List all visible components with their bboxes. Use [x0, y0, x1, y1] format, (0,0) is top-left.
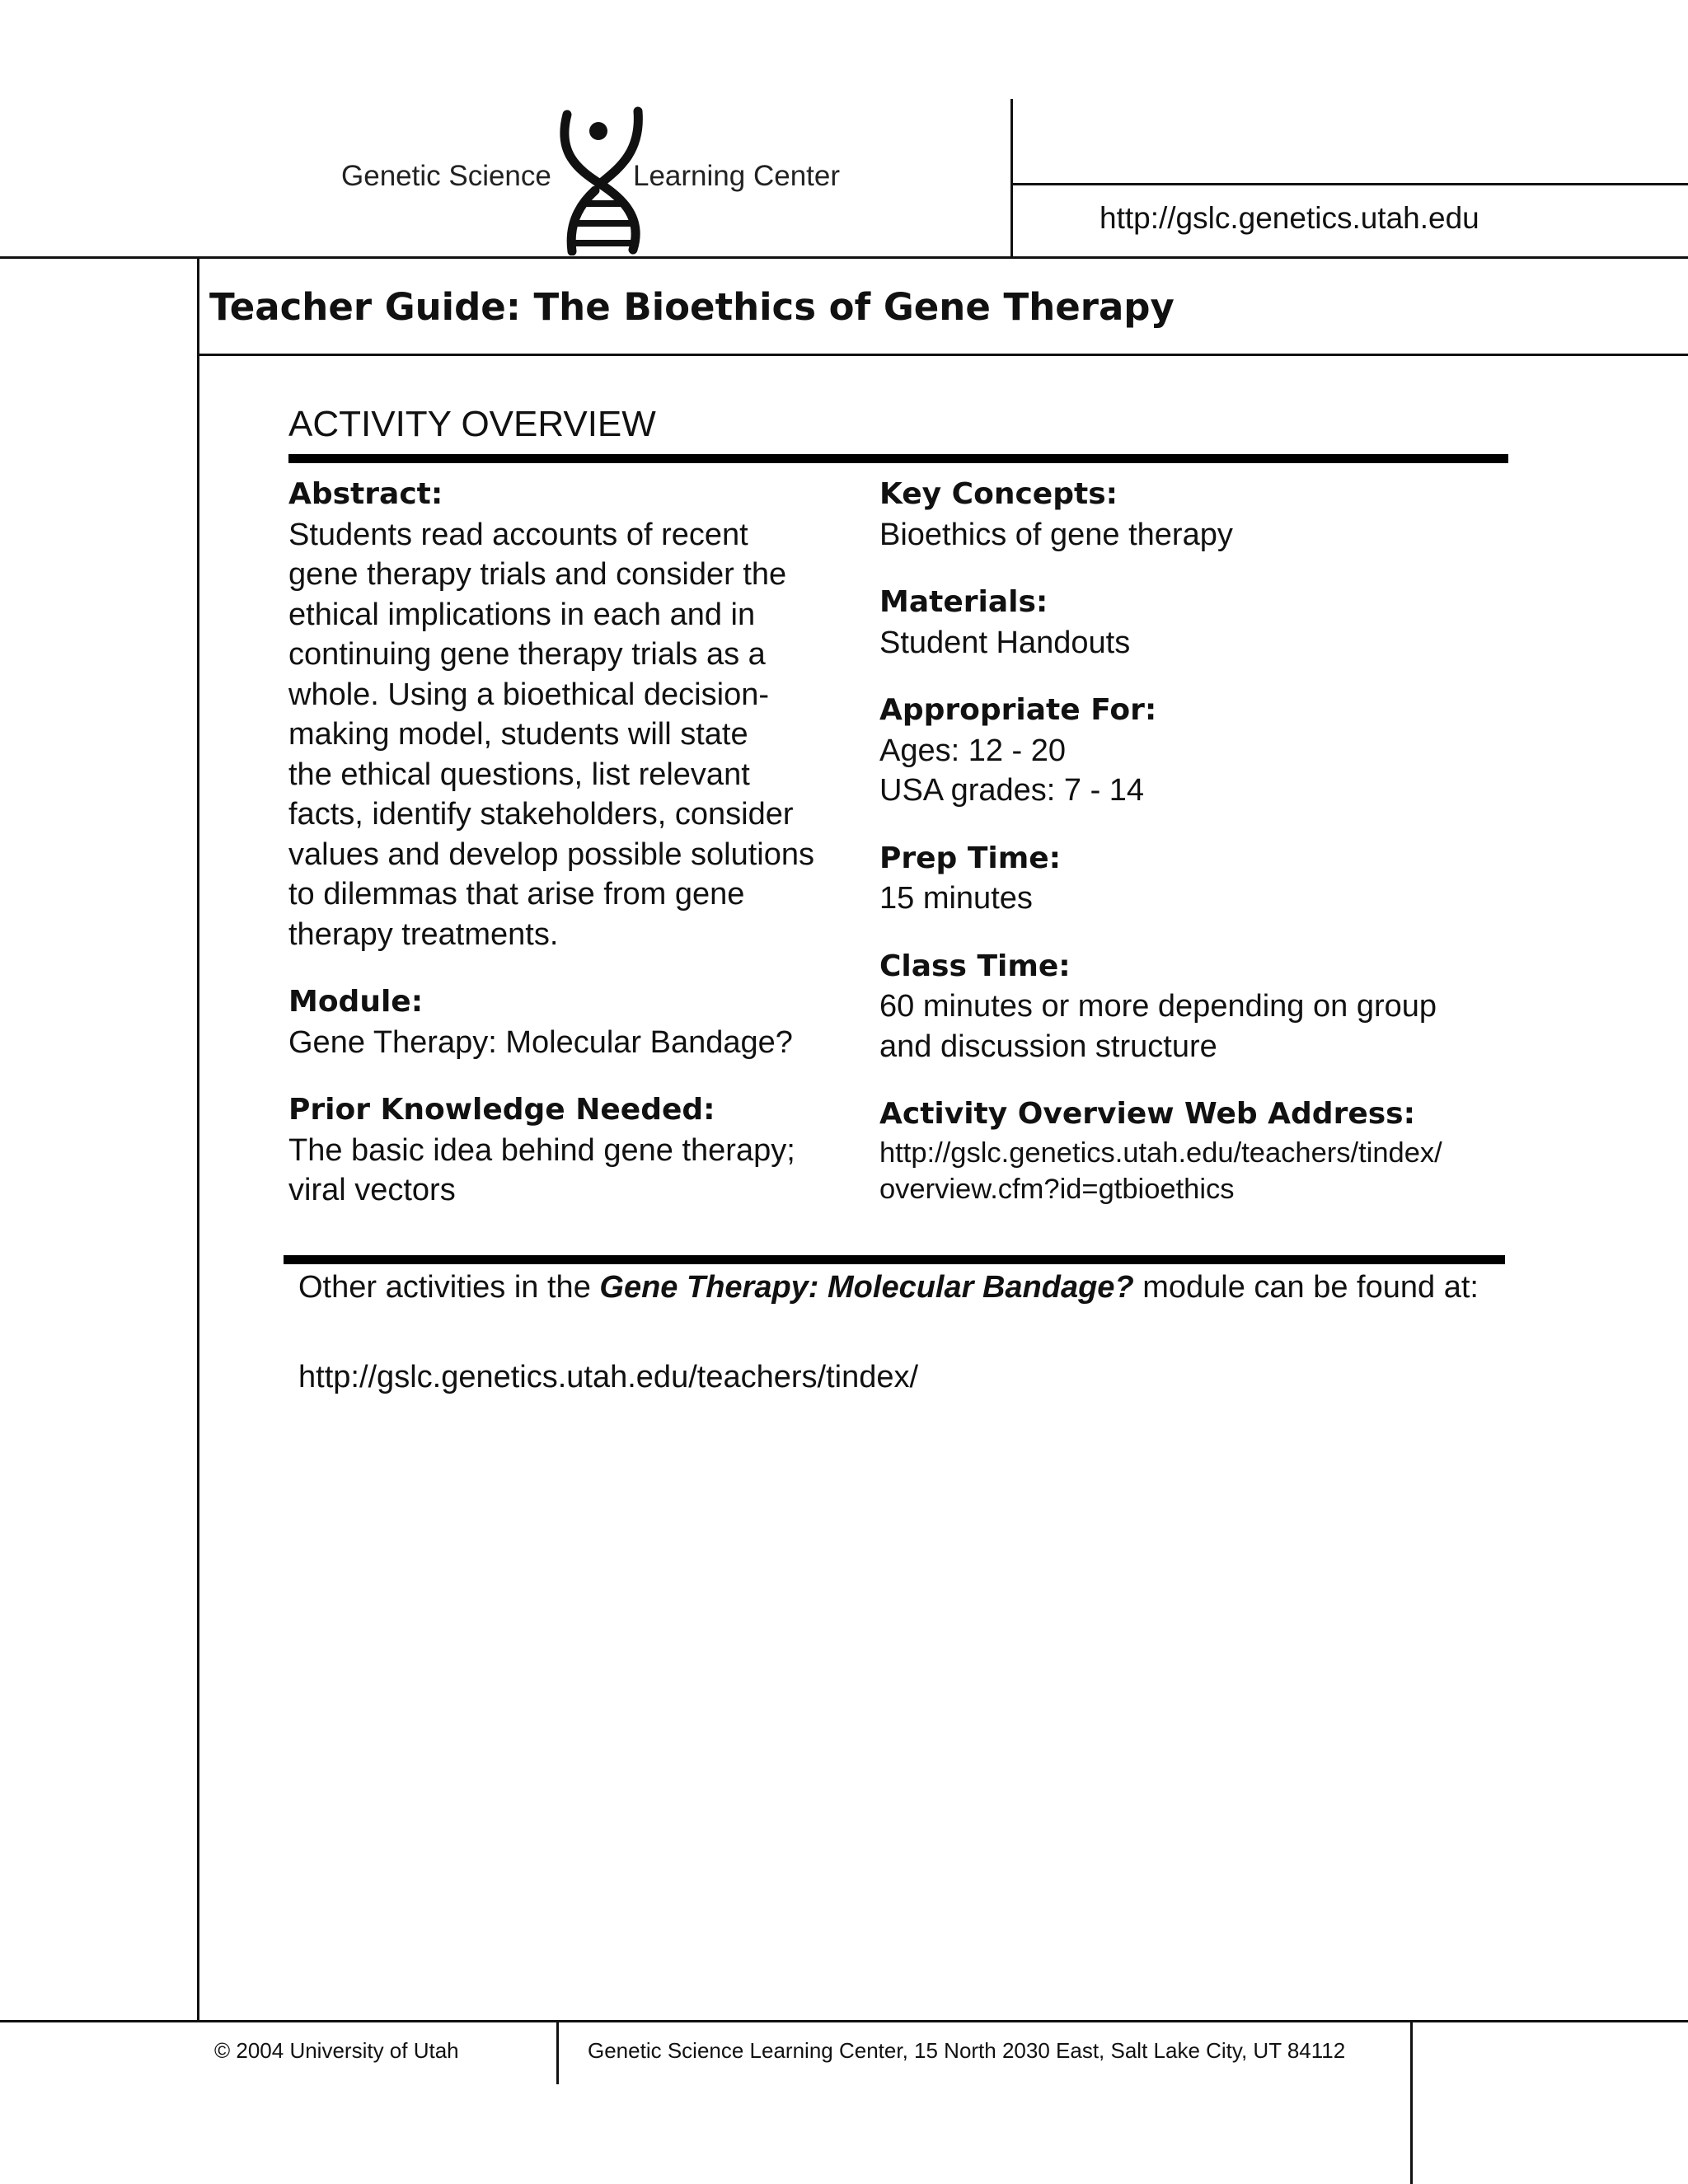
materials-section: [879, 583, 1506, 663]
logo-text-left: Genetic Science: [341, 160, 551, 192]
prior-knowledge-label: Prior Knowledge Needed:: [288, 1093, 715, 1127]
module-text: Gene Therapy: Molecular Bandage?: [288, 1024, 793, 1060]
footer-divider-left: [556, 2022, 559, 2084]
prep-time-label: Prep Time:: [879, 841, 1062, 875]
appropriate-for-section: [879, 691, 1506, 811]
footer-address: Genetic Science Learning Center, 15 North 2030 East, Salt Lake City, UT 84112: [588, 2038, 1346, 2063]
footer-top-rule: [0, 2020, 1688, 2022]
prep-time-section: [879, 839, 1506, 919]
class-time-label: Class Time:: [879, 949, 1071, 983]
prior-knowledge-text: The basic idea behind gene therapy; viral vectors: [288, 1132, 795, 1207]
materials-text: Student Handouts: [879, 625, 1131, 660]
abstract-section: [288, 475, 865, 954]
module-label: Module:: [288, 985, 424, 1019]
key-concepts-section: [879, 475, 1506, 555]
overview-bottom-rule: [284, 1255, 1505, 1264]
web-address-section: [879, 1094, 1506, 1207]
key-concepts-text: Bioethics of gene therapy: [879, 517, 1233, 552]
class-time-text: 60 minutes or more depending on group and discussion structure: [879, 989, 1437, 1064]
other-activities-text: [298, 1268, 1518, 1308]
header-divider-vertical: [1010, 99, 1013, 258]
module-section: [288, 982, 865, 1062]
overview-right-column: [879, 475, 1506, 1235]
header-bottom-rule: [0, 256, 1688, 259]
overview-top-rule: [288, 454, 1508, 463]
other-activities-prefix: Other activities in the: [298, 1270, 600, 1305]
overview-heading: ACTIVITY OVERVIEW: [288, 404, 656, 444]
ages-text: Ages: 12 - 20: [879, 733, 1067, 768]
title-bottom-rule: [199, 354, 1688, 356]
site-url: http://gslc.genetics.utah.edu: [1100, 201, 1479, 235]
footer-divider-right: [1410, 2022, 1413, 2184]
class-time-section: [879, 947, 1506, 1067]
web-address-label: Activity Overview Web Address:: [879, 1097, 1415, 1131]
materials-label: Materials:: [879, 585, 1048, 619]
grades-text: USA grades: 7 - 14: [879, 773, 1145, 808]
page-frame-left-rule: [197, 258, 199, 2022]
page-title: Teacher Guide: The Bioethics of Gene Therapy: [209, 285, 1175, 329]
abstract-text: Students read accounts of recent gene therapy trials and consider the ethical implications in each and in continuing gene therapy trials as a whole. Using a bioethical decision- making model, students will state the ethical questions, list relevant facts, identify stakeholders, consider values and develop possible solutions to dilemmas that arise from gene therapy treatments.: [288, 517, 814, 952]
prior-knowledge-section: [288, 1090, 865, 1211]
abstract-label: Abstract:: [288, 477, 443, 511]
web-address-link[interactable]: http://gslc.genetics.utah.edu/teachers/tindex/ overview.cfm?id=gtbioethics: [879, 1137, 1442, 1205]
prep-time-text: 15 minutes: [879, 881, 1033, 916]
overview-left-column: [288, 475, 865, 1239]
appropriate-for-label: Appropriate For:: [879, 693, 1157, 727]
logo-text-right: Learning Center: [633, 160, 840, 192]
other-activities-module-name: Gene Therapy: Molecular Bandage?: [599, 1270, 1134, 1305]
other-activities-link[interactable]: http://gslc.genetics.utah.edu/teachers/tindex/: [298, 1360, 919, 1394]
footer-copyright: © 2004 University of Utah: [214, 2038, 459, 2063]
other-activities-suffix: module can be found at:: [1133, 1270, 1479, 1305]
header-divider-horizontal: [1012, 183, 1688, 185]
key-concepts-label: Key Concepts:: [879, 477, 1118, 511]
